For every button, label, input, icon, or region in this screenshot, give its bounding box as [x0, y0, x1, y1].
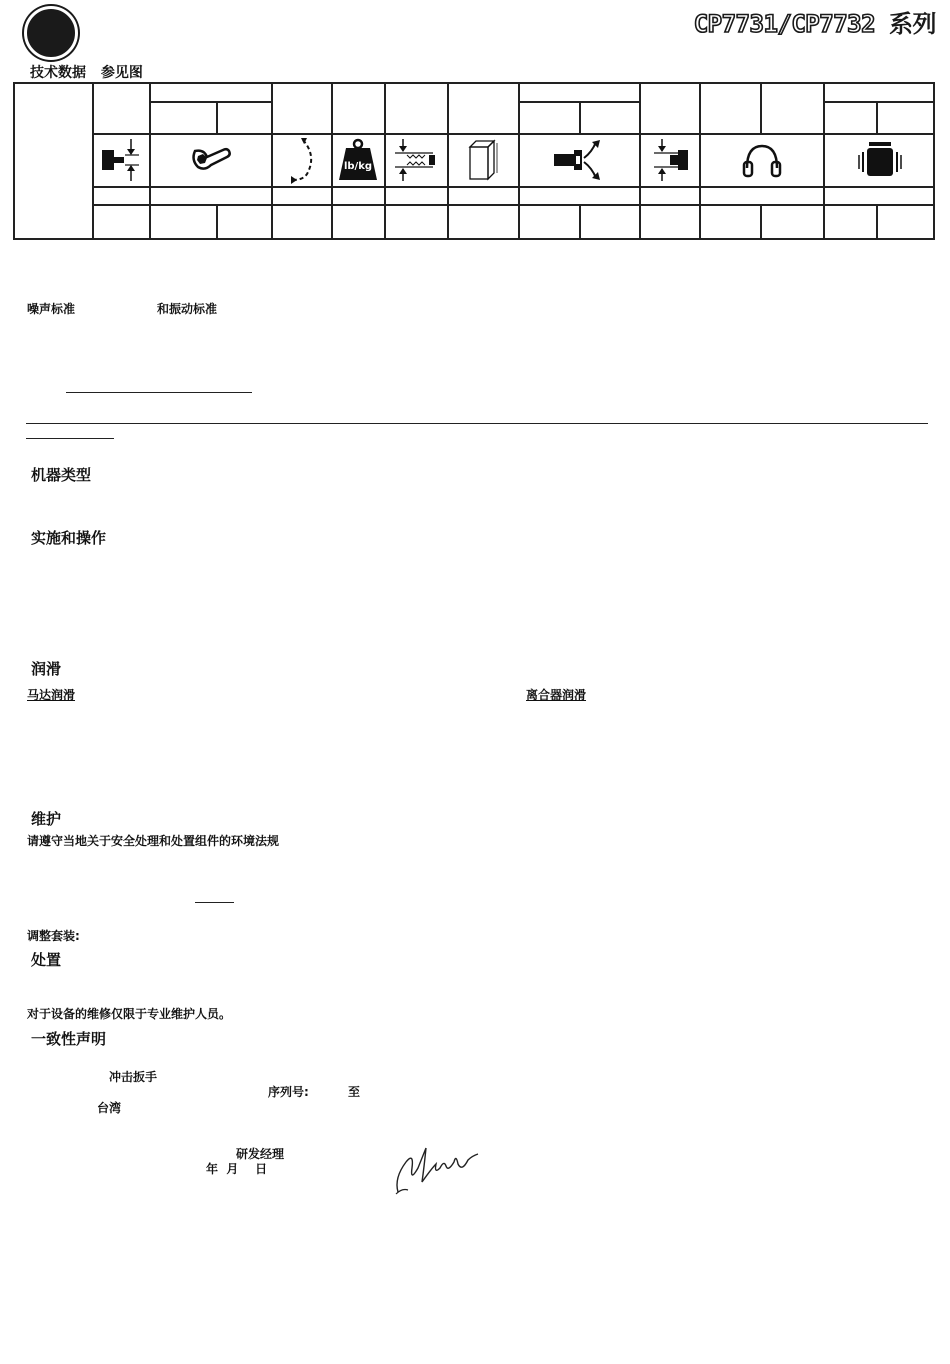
hose-size-icon: [640, 134, 699, 186]
disposal-heading: 处置: [31, 951, 62, 969]
series-title: CP7731/CP7732 系列: [693, 10, 936, 38]
noise-standard-label: 噪声标准: [27, 302, 76, 316]
language-circle-icon: [24, 6, 78, 60]
short-rule: [26, 438, 114, 439]
serial-to: 至: [348, 1085, 361, 1099]
weight-lbkg-icon: [332, 134, 384, 186]
handwritten-signature: [392, 1138, 482, 1202]
product-name: 冲击扳手: [109, 1070, 158, 1084]
square-drive-icon: [93, 134, 149, 186]
max-torque-wrench-icon: [150, 134, 271, 186]
clutch-lube-label: 离合器润滑: [526, 688, 587, 702]
vibration-icon: [824, 134, 935, 186]
air-inlet-thread-icon: [385, 134, 447, 186]
conformity-heading: 一致性声明: [31, 1030, 107, 1048]
serial-label: 序列号:: [268, 1085, 309, 1099]
section-divider: [26, 423, 928, 424]
machine-type-heading: 机器类型: [31, 466, 92, 484]
maintenance-heading: 维护: [31, 810, 62, 828]
operation-heading: 实施和操作: [31, 529, 107, 547]
location: 台湾: [97, 1101, 122, 1115]
spec-table: [13, 82, 935, 240]
spec-title: 技术数据 参见图: [30, 65, 143, 81]
signer-role: 研发经理: [236, 1147, 285, 1161]
air-consumption-icon: [519, 134, 639, 186]
adjust-kit-label: 调整套装:: [27, 929, 80, 943]
short-underline: [195, 902, 234, 903]
vibration-standard-label: 和振动标准: [157, 302, 218, 316]
service-note: 对于设备的维修仅限于专业维护人员。: [27, 1007, 232, 1021]
impacts-rotation-icon: [272, 134, 331, 186]
environment-note: 请遵守当地关于安全处理和处置组件的环境法规: [27, 834, 280, 848]
svg-text:lb/kg: lb/kg: [343, 161, 373, 172]
lubrication-heading: 润滑: [31, 660, 62, 678]
signature-date: 年 月 日: [206, 1162, 268, 1176]
underline-rule: [66, 392, 252, 393]
package-box-icon: [448, 134, 518, 186]
motor-lube-label: 马达润滑: [27, 688, 76, 702]
ear-protection-icon: [700, 134, 823, 186]
